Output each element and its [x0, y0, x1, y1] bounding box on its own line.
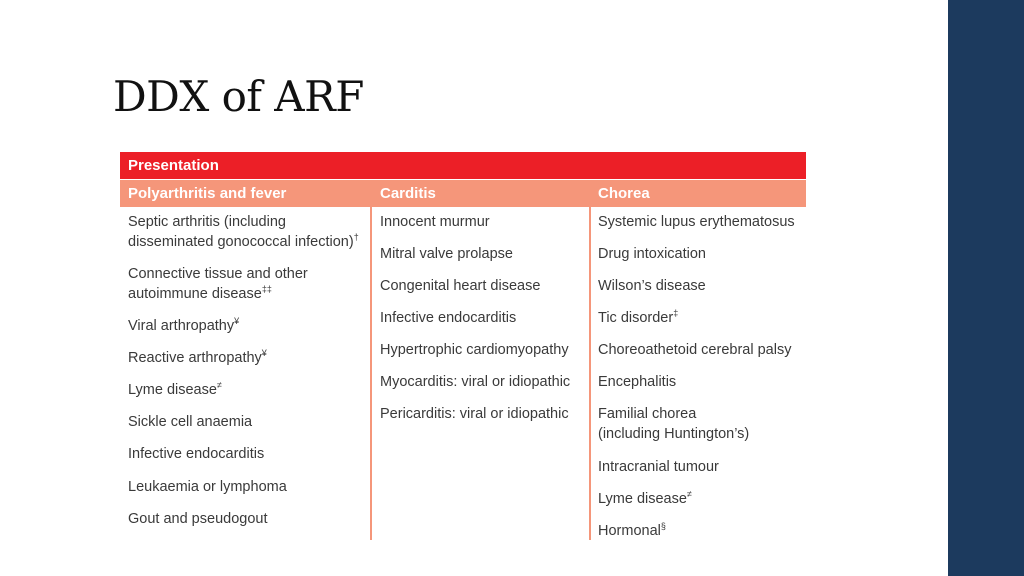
- sidebar-accent-bar: [948, 0, 1024, 576]
- list-item: Intracranial tumour: [598, 459, 719, 475]
- slide-title: DDX of ARF: [113, 72, 364, 121]
- list-item: Infective endocarditis: [128, 446, 265, 462]
- list-item: Myocarditis: viral or idiopathic: [380, 374, 571, 390]
- list-item: Drug intoxication: [598, 246, 706, 262]
- list-item: Wilson’s disease: [598, 278, 706, 294]
- list-item: Familial chorea (including Huntington’s): [598, 406, 750, 442]
- list-item: Gout and pseudogout: [128, 511, 268, 527]
- list-item: Encephalitis: [598, 374, 677, 390]
- presentation-header-row: [120, 152, 806, 179]
- list-item: Innocent murmur: [380, 214, 490, 230]
- column-divider: [589, 180, 591, 540]
- list-item: Leukaemia or lymphoma: [128, 479, 287, 495]
- list-item: Septic arthritis (including disseminated gonococcal infection)†: [128, 214, 359, 250]
- list-item: Sickle cell anaemia: [128, 414, 253, 430]
- list-item: Hormonal§: [598, 521, 666, 539]
- list-item: Mitral valve prolapse: [380, 246, 513, 262]
- list-item: Viral arthropathy¥: [128, 316, 240, 334]
- col-header-chorea: Chorea: [598, 185, 650, 202]
- list-item: Reactive arthropathy¥: [128, 348, 267, 366]
- list-item: Lyme disease≠: [598, 489, 692, 507]
- column-header-row: [120, 180, 806, 207]
- list-item: Tic disorder‡: [598, 308, 679, 326]
- list-item: Connective tissue and other autoimmune disease‡‡: [128, 266, 308, 302]
- list-item: Choreoathetoid cerebral palsy: [598, 342, 792, 358]
- presentation-label: Presentation: [128, 157, 219, 174]
- list-item: Infective endocarditis: [380, 310, 517, 326]
- list-item: Lyme disease≠: [128, 380, 222, 398]
- column-divider: [370, 180, 372, 540]
- ddx-table: [120, 152, 806, 540]
- col-header-polyarthritis: Polyarthritis and fever: [128, 185, 287, 202]
- col-header-carditis: Carditis: [380, 185, 436, 202]
- list-item: Hypertrophic cardiomyopathy: [380, 342, 569, 358]
- list-item: Pericarditis: viral or idiopathic: [380, 406, 569, 422]
- list-item: Systemic lupus erythematosus: [598, 214, 795, 230]
- list-item: Congenital heart disease: [380, 278, 541, 294]
